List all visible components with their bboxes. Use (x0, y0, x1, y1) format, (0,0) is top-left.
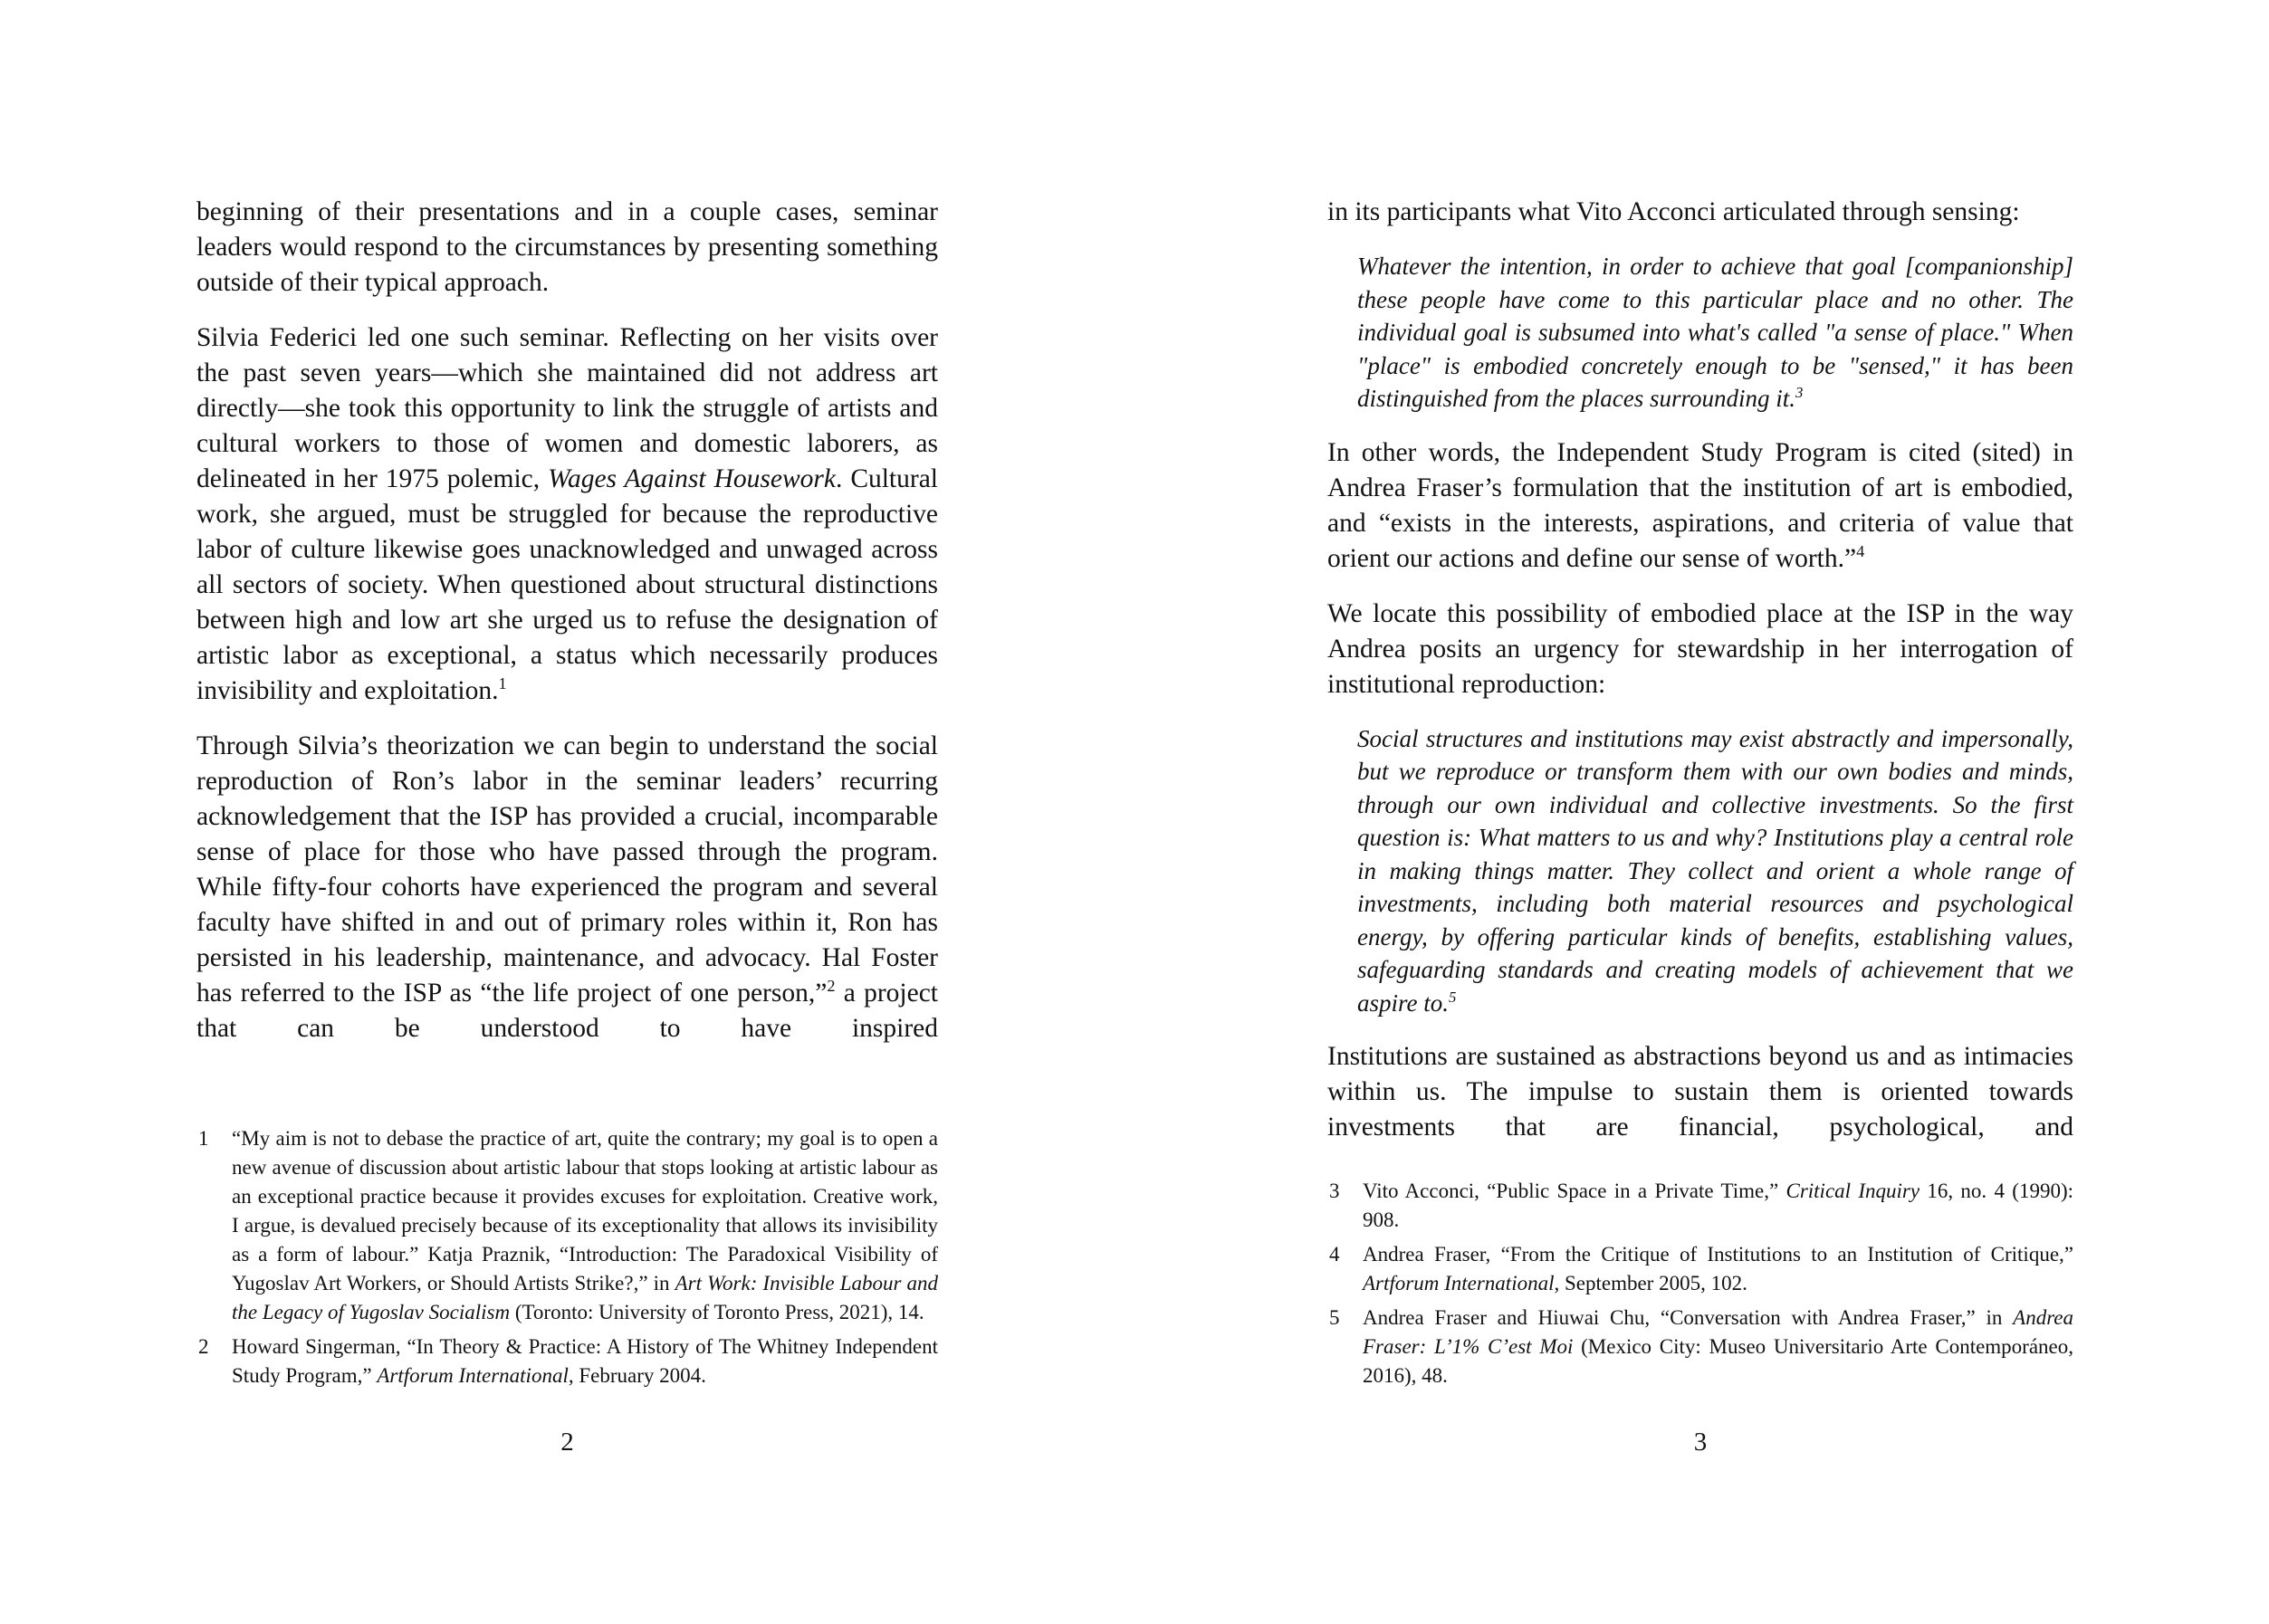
page-3-content (1327, 195, 2073, 1165)
text-run: Andrea Fraser: L’1% C’est Moi (1363, 1306, 2073, 1358)
text-run: We locate this possibility of embodied place at the ISP in the way Andrea posits an urgency for stewardship in her interrogation of institutional reproduction: (1327, 598, 2073, 699)
paragraph (196, 320, 938, 709)
text-run: 16, no. 4 (1990): 908. (1363, 1180, 2073, 1231)
text-run: Whatever the intention, in order to achieve that goal [companionship] these people have come to this particular place and no other. The individual goal is subsumed into what's called "a sense of place." When "place" is embodied concretely enough to be "sensed," it has been distinguished from the places surrounding it. (1357, 253, 2073, 412)
footnote (1327, 1240, 2073, 1298)
text-run: In other words, the Independent Study Program is cited (sited) in Andrea Fraser’s formulation that the institution of art is embodied, and “exists in the interests, aspirations, and criteria of value that orient our actions and define our sense of worth.” (1327, 437, 2073, 573)
footnote-marker: 3 (1795, 384, 1804, 401)
block-quote (1327, 722, 2073, 1020)
text-run: Andrea Fraser and Hiuwai Chu, “Conversation with Andrea Fraser,” in (1363, 1306, 2014, 1329)
paragraph (1327, 195, 2073, 230)
paragraph (1327, 597, 2073, 702)
text-run: , February 2004. (568, 1364, 706, 1387)
page-3 (1327, 0, 2073, 1624)
text-run: Wages Against Housework (548, 464, 836, 493)
paragraph (196, 729, 938, 1046)
page-3-footnotes (1327, 1177, 2073, 1390)
text-run: Artforum International (377, 1364, 569, 1387)
footnote-marker: 5 (1449, 988, 1457, 1006)
text-run: Art Work: Invisible Labour and the Legacy of Yugoslav Socialism (232, 1272, 938, 1323)
page-2-footnotes (196, 1124, 938, 1390)
footnote-marker: 1 (498, 674, 507, 693)
paragraph (1327, 435, 2073, 577)
text-run: Through Silvia’s theorization we can begin to understand the social reproduction of Ron’s labor in the seminar leaders’ recurring acknowledgement that the ISP has provided a crucial, incomparable sense of place for those who have passed through the program. While fifty-four cohorts have experienced the program and several faculty have shifted in and out of primary roles within it, Ron has persisted in his leadership, maintenance, and advocacy. Hal Foster has referred to the ISP as “the life project of one person,” (196, 731, 938, 1008)
text-run: Institutions are sustained as abstractions beyond us and as intimacies within us. The impulse to sustain them is oriented towards investments that are financial, psychological, and (1327, 1042, 2073, 1142)
text-run: “My aim is not to debase the practice of art, quite the contrary; my goal is to open a new avenue of discussion about artistic labour that stops looking at artistic labour as an exceptional practice because it provides excuses for exploitation. Creative work, I argue, is devalued precisely because of its exceptionality that allows its invisibility as a form of labour.” Katja Praznik, “Introduction: The Paradoxical Visibility of Yugoslav Art Workers, or Should Artists Strike?,” in (232, 1127, 938, 1294)
text-run: Artforum International (1363, 1272, 1555, 1294)
footnote-text (1363, 1180, 2073, 1231)
text-run: . Cultural work, she argued, must be struggled for because the reproductive labor of culture likewise goes unacknowledged and unwaged across all sectors of society. When questioned about structural distinctions between high and low art she urged us to refuse the designation of artistic labor as exceptional, a status which necessarily produces invisibility and exploitation. (196, 464, 938, 705)
text-run: Vito Acconci, “Public Space in a Private Time,” (1363, 1180, 1786, 1202)
footnote (196, 1333, 938, 1390)
page-2-number: 2 (560, 1428, 574, 1457)
footnote (1327, 1177, 2073, 1235)
footnote (1327, 1304, 2073, 1390)
text-run: in its participants what Vito Acconci articulated through sensing: (1327, 197, 2020, 226)
text-run: (Mexico City: Museo Universitario Arte Contemporáneo, 2016), 48. (1363, 1335, 2074, 1387)
footnote-number: 4 (1329, 1243, 1340, 1266)
footnote-number: 1 (198, 1127, 209, 1150)
text-run: Howard Singerman, “In Theory & Practice: A History of The Whitney Independent Study Program,” (232, 1335, 938, 1387)
page-2-content (196, 195, 938, 1066)
footnote (196, 1124, 938, 1327)
paragraph (196, 195, 938, 301)
text-run: Critical Inquiry (1786, 1180, 1920, 1202)
footnote-number: 5 (1329, 1306, 1340, 1329)
footnote-text (1363, 1243, 2073, 1294)
text-run: Silvia Federici led one such seminar. Reflecting on her visits over the past seven years—which she maintained did not address art directly—she took this opportunity to link the struggle of artists and cultural workers to those of women and domestic laborers, as delineated in her 1975 polemic, (196, 323, 938, 493)
footnote-text (1363, 1306, 2073, 1387)
page-2 (196, 0, 938, 1624)
paragraph (1327, 1039, 2073, 1145)
page-3-number: 3 (1693, 1428, 1708, 1457)
text-run: a project that can be understood to have inspired (196, 979, 938, 1043)
text-run: (Toronto: University of Toronto Press, 2021), 14. (510, 1301, 924, 1323)
footnote-marker: 2 (827, 977, 836, 996)
footnote-number: 2 (198, 1335, 209, 1358)
block-quote (1327, 250, 2073, 416)
footnote-number: 3 (1329, 1180, 1340, 1202)
footnote-text (232, 1335, 938, 1387)
footnote-marker: 4 (1856, 541, 1865, 560)
text-run: , September 2005, 102. (1554, 1272, 1747, 1294)
footnote-text (232, 1127, 938, 1323)
text-run: Andrea Fraser, “From the Critique of Institutions to an Institution of Critique,” (1363, 1243, 2073, 1266)
text-run: beginning of their presentations and in a couple cases, seminar leaders would respond to the circumstances by presenting something outside of their typical approach. (196, 197, 938, 297)
text-run: Social structures and institutions may exist abstractly and impersonally, but we reproduce or transform them with our own bodies and minds, through our own individual and collective investments. So the first question is: What matters to us and why? Institutions play a central role in making things matter. They collect and orient a whole range of investments, including both material resources and psychological energy, by offering particular kinds of benefits, establishing values, safeguarding standards and creating models of achievement that we aspire to. (1357, 724, 2073, 1017)
